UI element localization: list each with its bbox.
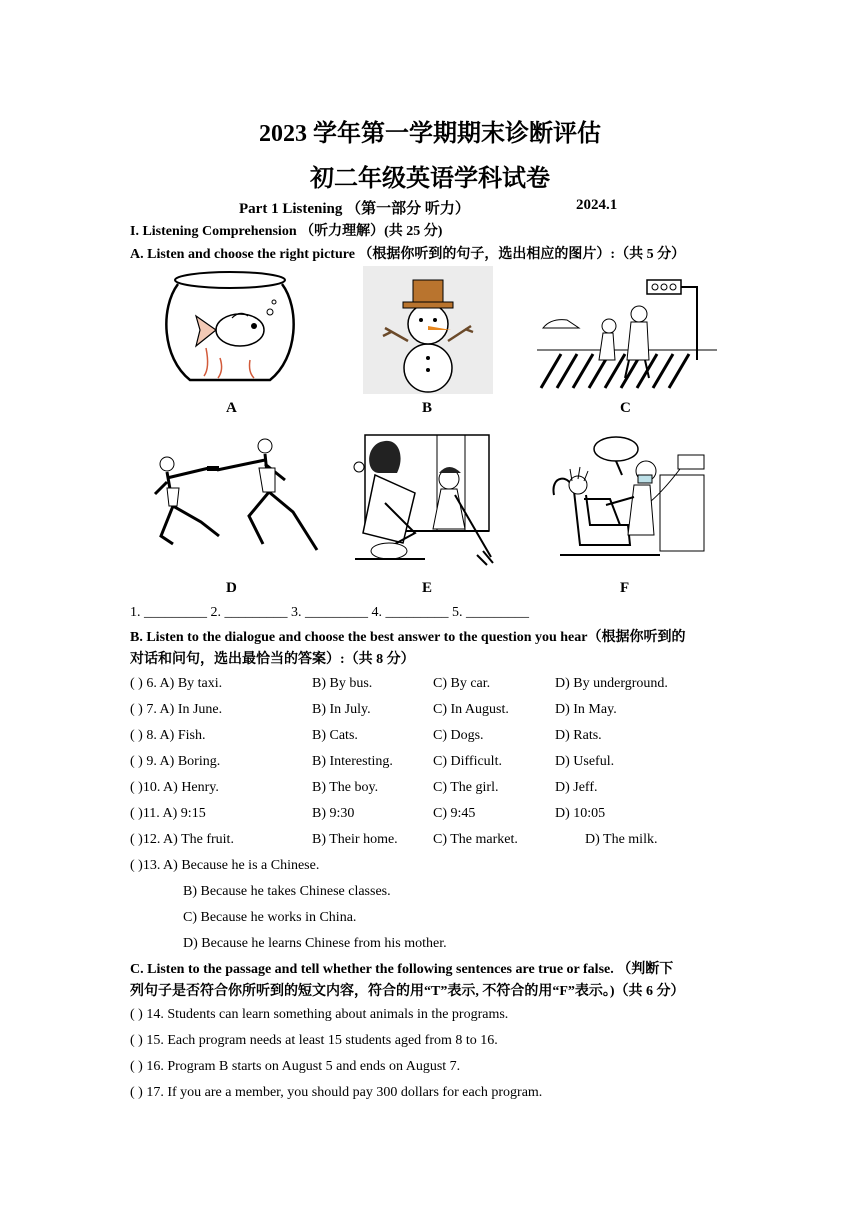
question-6-d: D) By underground. bbox=[555, 676, 668, 691]
question-6-b: B) By bus. bbox=[312, 676, 373, 691]
question-9-a: ( ) 9. A) Boring. bbox=[130, 754, 221, 769]
section-a-answer-blanks[interactable]: 1. _________ 2. _________ 3. _________ 4. _________ 5. _________ bbox=[130, 605, 529, 620]
section-c-heading: C. Listen to the passage and tell whether the following sentences are true or false. （判断下 bbox=[130, 962, 674, 977]
question-13-c: C) Because he works in China. bbox=[183, 910, 357, 925]
question-10-d: D) Jeff. bbox=[555, 780, 598, 795]
exam-date: 2024.1 bbox=[576, 197, 618, 213]
question-11-b: B) 9:30 bbox=[312, 806, 355, 821]
question-11-c: C) 9:45 bbox=[433, 806, 476, 821]
street-crossing-picture bbox=[537, 270, 717, 392]
question-9-b: B) Interesting. bbox=[312, 754, 393, 769]
question-10-b: B) The boy. bbox=[312, 780, 379, 795]
section-a-heading: A. Listen and choose the right picture （根据你听到的句子，选出相应的图片）:（共 5 分） bbox=[130, 247, 686, 262]
picture-label-c: C bbox=[620, 400, 631, 416]
section-b-heading-cont: 对话和问句，选出最恰当的答案）:（共 8 分） bbox=[130, 652, 415, 667]
statement-16[interactable]: ( ) 16. Program B starts on August 5 and ends on August 7. bbox=[130, 1059, 461, 1074]
question-7-a: ( ) 7. A) In June. bbox=[130, 702, 223, 717]
exam-title: 2023 学年第一学期期末诊断评估 bbox=[259, 121, 601, 147]
statement-17[interactable]: ( ) 17. If you are a member, you should pay 300 dollars for each program. bbox=[130, 1085, 543, 1100]
question-8-c: C) Dogs. bbox=[433, 728, 484, 743]
question-12-c: C) The market. bbox=[433, 832, 518, 847]
exam-subtitle: 初二年级英语学科试卷 bbox=[310, 166, 550, 192]
question-6-c: C) By car. bbox=[433, 676, 491, 691]
question-10-c: C) The girl. bbox=[433, 780, 499, 795]
dentist-picture bbox=[550, 435, 710, 565]
goldfish-bowl-picture bbox=[160, 268, 300, 390]
section-b-heading: B. Listen to the dialogue and choose the best answer to the question you hear（根据你听到的 bbox=[130, 630, 686, 645]
question-13-a[interactable]: ( )13. A) Because he is a Chinese. bbox=[130, 858, 320, 873]
snowman-picture bbox=[363, 266, 493, 394]
question-10-a: ( )10. A) Henry. bbox=[130, 780, 219, 795]
question-7-c: C) In August. bbox=[433, 702, 509, 717]
question-7-b: B) In July. bbox=[312, 702, 371, 717]
question-8-d: D) Rats. bbox=[555, 728, 602, 743]
picture-label-f: F bbox=[620, 580, 630, 596]
section-i-heading: I. Listening Comprehension （听力理解）(共 25 分) bbox=[130, 224, 443, 239]
question-12-d: D) The milk. bbox=[585, 832, 658, 847]
question-8-a: ( ) 8. A) Fish. bbox=[130, 728, 206, 743]
question-6-a: ( ) 6. A) By taxi. bbox=[130, 676, 223, 691]
question-13-b: B) Because he takes Chinese classes. bbox=[183, 884, 391, 899]
relay-runners-picture bbox=[145, 432, 320, 560]
section-c-heading-cont: 列句子是否符合你所听到的短文内容，符合的用“T”表示, 不符合的用“F”表示。)（共 6 分） bbox=[130, 984, 685, 999]
question-13-d: D) Because he learns Chinese from his mother. bbox=[183, 936, 447, 951]
statement-15[interactable]: ( ) 15. Each program needs at least 15 students aged from 8 to 16. bbox=[130, 1033, 498, 1048]
picture-label-b: B bbox=[422, 400, 433, 416]
part-heading: Part 1 Listening （第一部分 听力） bbox=[239, 201, 470, 217]
question-12-a: ( )12. A) The fruit. bbox=[130, 832, 234, 847]
question-8-b: B) Cats. bbox=[312, 728, 358, 743]
picture-label-d: D bbox=[226, 580, 237, 596]
question-12-b: B) Their home. bbox=[312, 832, 398, 847]
question-11-d: D) 10:05 bbox=[555, 806, 606, 821]
picture-label-e: E bbox=[422, 580, 433, 596]
question-9-c: C) Difficult. bbox=[433, 754, 502, 769]
cleaning-family-picture bbox=[345, 433, 495, 569]
question-11-a: ( )11. A) 9:15 bbox=[130, 806, 206, 821]
question-7-d: D) In May. bbox=[555, 702, 617, 717]
statement-14[interactable]: ( ) 14. Students can learn something about animals in the programs. bbox=[130, 1007, 509, 1022]
question-9-d: D) Useful. bbox=[555, 754, 615, 769]
picture-label-a: A bbox=[226, 400, 237, 416]
